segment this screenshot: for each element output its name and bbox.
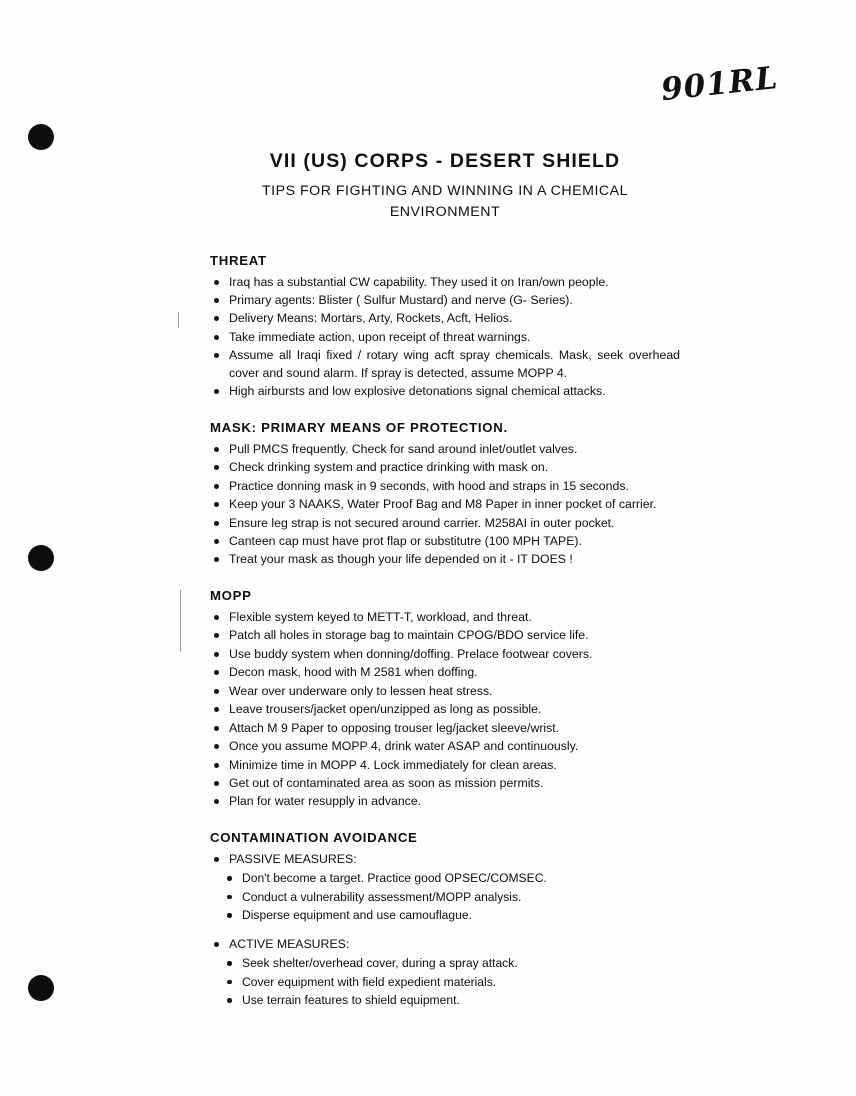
list-item: Primary agents: Blister ( Sulfur Mustard) and nerve (G- Series). [210, 292, 680, 309]
list-item: Seek shelter/overhead cover, during a spray attack. [222, 955, 680, 973]
list-item: Leave trousers/jacket open/unzipped as long as possible. [210, 701, 680, 718]
list-item: Use buddy system when donning/doffing. Prelace footwear covers. [210, 646, 680, 663]
document-body [210, 150, 680, 1029]
bullet-list [210, 936, 680, 953]
page-title: VII (US) CORPS - DESERT SHIELD [269, 150, 621, 172]
bullet-list [210, 851, 680, 868]
bullet-list [210, 441, 680, 569]
list-item: Decon mask, hood with M 2581 when doffing. [210, 664, 680, 681]
page-subtitle-line1: TIPS FOR FIGHTING AND WINNING IN A CHEMICAL [262, 183, 628, 200]
list-item: Treat your mask as though your life depended on it - IT DOES ! [210, 551, 680, 568]
list-item: Once you assume MOPP 4, drink water ASAP and continuously. [210, 738, 680, 755]
list-item: Get out of contaminated area as soon as mission permits. [210, 775, 680, 792]
bullet-list [210, 274, 680, 401]
section-mask [210, 420, 680, 569]
list-item: Flexible system keyed to METT-T, workload, and threat. [210, 609, 680, 626]
list-item: Don't become a target. Practice good OPSEC/COMSEC. [222, 870, 680, 888]
punch-hole-middle [28, 545, 54, 571]
section-mopp [210, 588, 680, 811]
handwritten-annotation: 901RL [659, 59, 780, 109]
list-item-group-active: ACTIVE MEASURES: [210, 936, 680, 953]
list-item: Plan for water resupply in advance. [210, 793, 680, 810]
list-item-group-passive: PASSIVE MEASURES: [210, 851, 680, 868]
page-subtitle-line2: ENVIRONMENT [389, 203, 501, 220]
section-heading: MOPP [210, 587, 252, 603]
list-item: Canteen cap must have prot flap or substitutre (100 MPH TAPE). [210, 533, 680, 550]
list-item: Delivery Means: Mortars, Arty, Rockets, Acft, Helios. [210, 310, 680, 327]
list-item: Keep your 3 NAAKS, Water Proof Bag and M8 Paper in inner pocket of carrier. [210, 496, 680, 513]
margin-mark [180, 590, 181, 652]
section-heading: CONTAMINATION AVOIDANCE [210, 829, 418, 845]
margin-mark [178, 312, 179, 328]
list-item: Check drinking system and practice drinking with mask on. [210, 459, 680, 476]
section-contamination-avoidance [210, 830, 680, 1010]
punch-hole-top [28, 124, 54, 150]
page-subtitle [210, 181, 680, 222]
list-item: Take immediate action, upon receipt of threat warnings. [210, 329, 680, 346]
bullet-list [210, 609, 680, 811]
punch-hole-bottom [28, 975, 54, 1001]
spacer [210, 926, 680, 936]
list-item: Practice donning mask in 9 seconds, with hood and straps in 15 seconds. [210, 478, 680, 495]
sub-bullet-list-passive [210, 870, 680, 925]
list-item: Disperse equipment and use camouflague. [222, 907, 680, 925]
list-item: High airbursts and low explosive detonations signal chemical attacks. [210, 383, 680, 400]
section-heading: THREAT [210, 252, 267, 268]
list-item: Assume all Iraqi fixed / rotary wing acft spray chemicals. Mask, seek overhead cover and sound alarm. If spray is detected, assume MOPP 4. [210, 347, 680, 382]
list-item: Ensure leg strap is not secured around carrier. M258AI in outer pocket. [210, 515, 680, 532]
section-threat [210, 253, 680, 401]
list-item: Use terrain features to shield equipment. [222, 992, 680, 1010]
list-item: Pull PMCS frequently. Check for sand around inlet/outlet valves. [210, 441, 680, 458]
section-heading: MASK: PRIMARY MEANS OF PROTECTION. [210, 419, 508, 435]
list-item: Iraq has a substantial CW capability. They used it on Iran/own people. [210, 274, 680, 291]
list-item: Cover equipment with field expedient materials. [222, 974, 680, 992]
sub-bullet-list-active [210, 955, 680, 1010]
list-item: Attach M 9 Paper to opposing trouser leg/jacket sleeve/wrist. [210, 720, 680, 737]
list-item: Conduct a vulnerability assessment/MOPP analysis. [222, 889, 680, 907]
list-item: Patch all holes in storage bag to maintain CPOG/BDO service life. [210, 627, 680, 644]
list-item: Wear over underware only to lessen heat stress. [210, 683, 680, 700]
list-item: Minimize time in MOPP 4. Lock immediately for clean areas. [210, 757, 680, 774]
